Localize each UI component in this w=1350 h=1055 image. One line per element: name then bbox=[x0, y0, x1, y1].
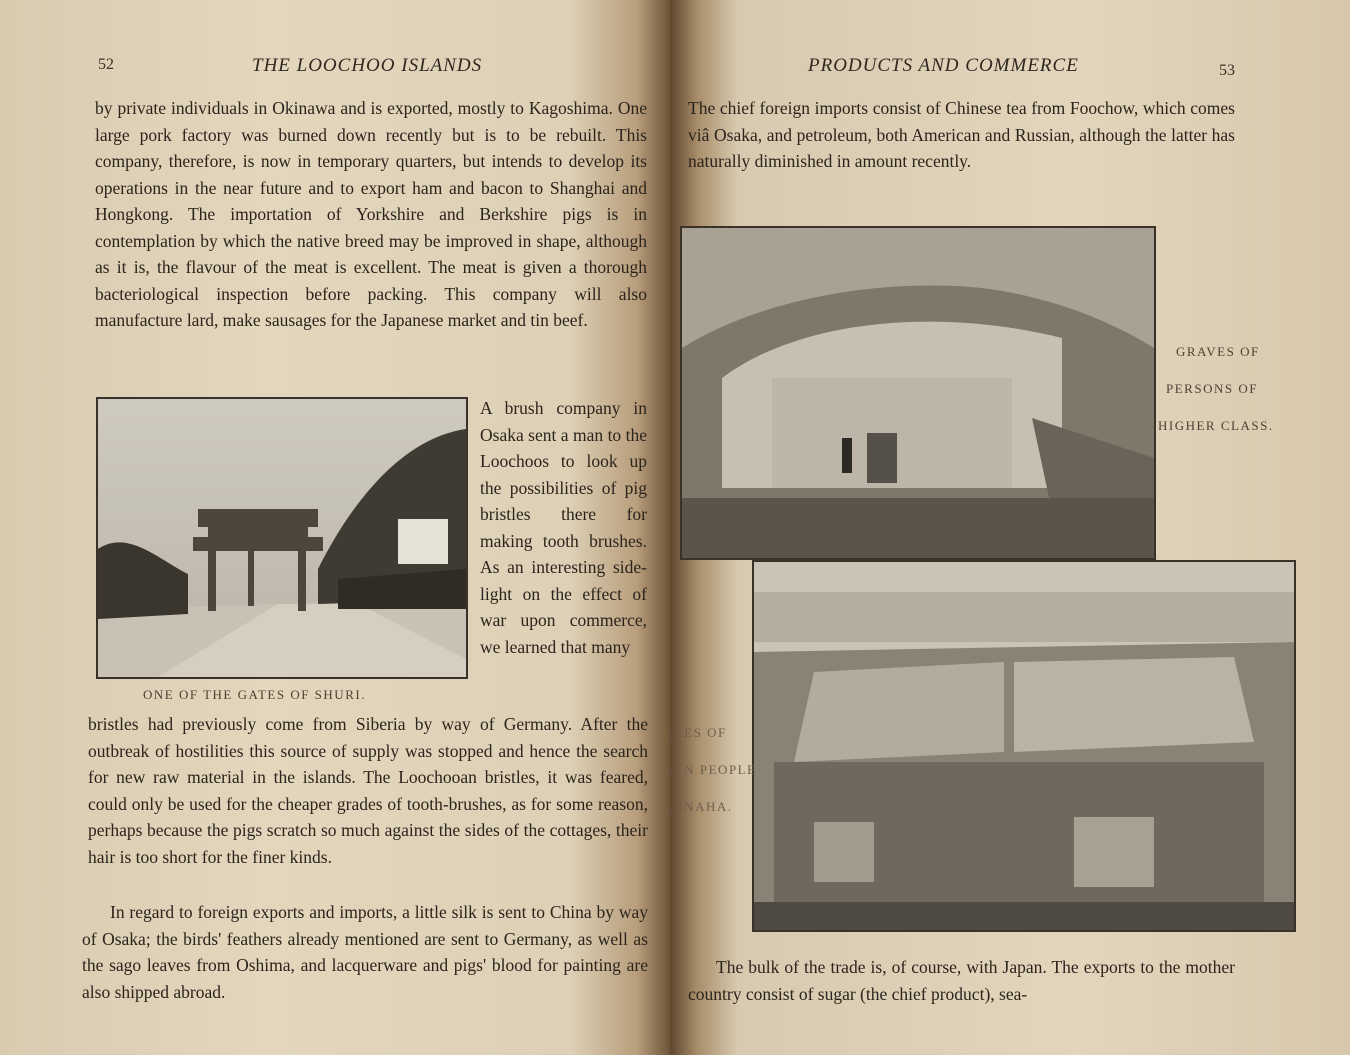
photo-gate-of-shuri bbox=[96, 397, 468, 679]
right-page bbox=[670, 0, 1350, 1055]
running-head: PRODUCTS AND COMMERCE bbox=[808, 55, 1079, 76]
paragraph: The chief foreign imports consist of Chinese tea from Foochow, which comes viâ Osaka, and petroleum, both American and Russian, although the latter has naturally diminished in amount recently. bbox=[688, 98, 1235, 171]
page-number: 52 bbox=[98, 56, 114, 73]
left-page bbox=[0, 0, 670, 1055]
page-number: 53 bbox=[1219, 62, 1235, 79]
photo-graves-higher-class bbox=[680, 226, 1156, 560]
photo-caption-line: GRAVES OF bbox=[1176, 344, 1260, 359]
paragraph: by private individuals in Okinawa and is exported, mostly to Kagoshima. One large pork factory was burned down recently but is to be rebuilt. This company, therefore, is now in temporary quarters, but intends to develop its operations in the near future and to export ham and bacon to Shanghai and Hongkong. The importation of Yorkshire and Berkshire pigs is in contemplation by which the native breed may be improved in shape, although as it is, the flavour of the meat is excellent. The meat is given a thorough bacteriological inspection before packing. This company will also manufacture lard, make sausages for the Japanese market and tin beef. bbox=[95, 98, 647, 330]
photo-caption-line: ...N PEOPLE bbox=[670, 762, 757, 777]
side-paragraph: A brush company in Osaka sent a man to the Loochoos to look up the possibilities of pig bristles there for making tooth brushes. As an interesting side-light on the effect of war upon commerce, we learned that many bbox=[480, 398, 647, 657]
photo-graves-common-people bbox=[752, 560, 1296, 932]
paragraph: bristles had previously come from Siberia by way of Germany. After the outbreak of hostilities this source of supply was stopped and hence the search for new raw material in the islands. The Loochooan bristles, it was feared, could only be used for the cheaper grades of tooth-brushes, as for some reason, perhaps because the pigs scratch so much against the sides of the cottages, their hair is too short for the finer kinds. bbox=[88, 714, 648, 867]
photo-caption-line: PERSONS OF bbox=[1166, 381, 1258, 396]
paragraph: In regard to foreign exports and imports, a little silk is sent to China by way of Osaka; the birds' feathers already mentioned are sent to Germany, as well as the sago leaves from Oshima, and lacquerware and pigs' blood for painting are also shipped abroad. bbox=[82, 902, 648, 1002]
photo-caption-line: ...ES OF bbox=[670, 725, 727, 740]
running-head: THE LOOCHOO ISLANDS bbox=[252, 55, 483, 76]
photo-caption: ONE OF THE GATES OF SHURI. bbox=[143, 687, 366, 702]
photo-caption-line: ...NAHA. bbox=[670, 799, 733, 814]
paragraph: The bulk of the trade is, of course, with Japan. The exports to the mother country consist of sugar (the chief product), sea- bbox=[688, 957, 1235, 1004]
photo-caption-line: HIGHER CLASS. bbox=[1158, 418, 1274, 433]
